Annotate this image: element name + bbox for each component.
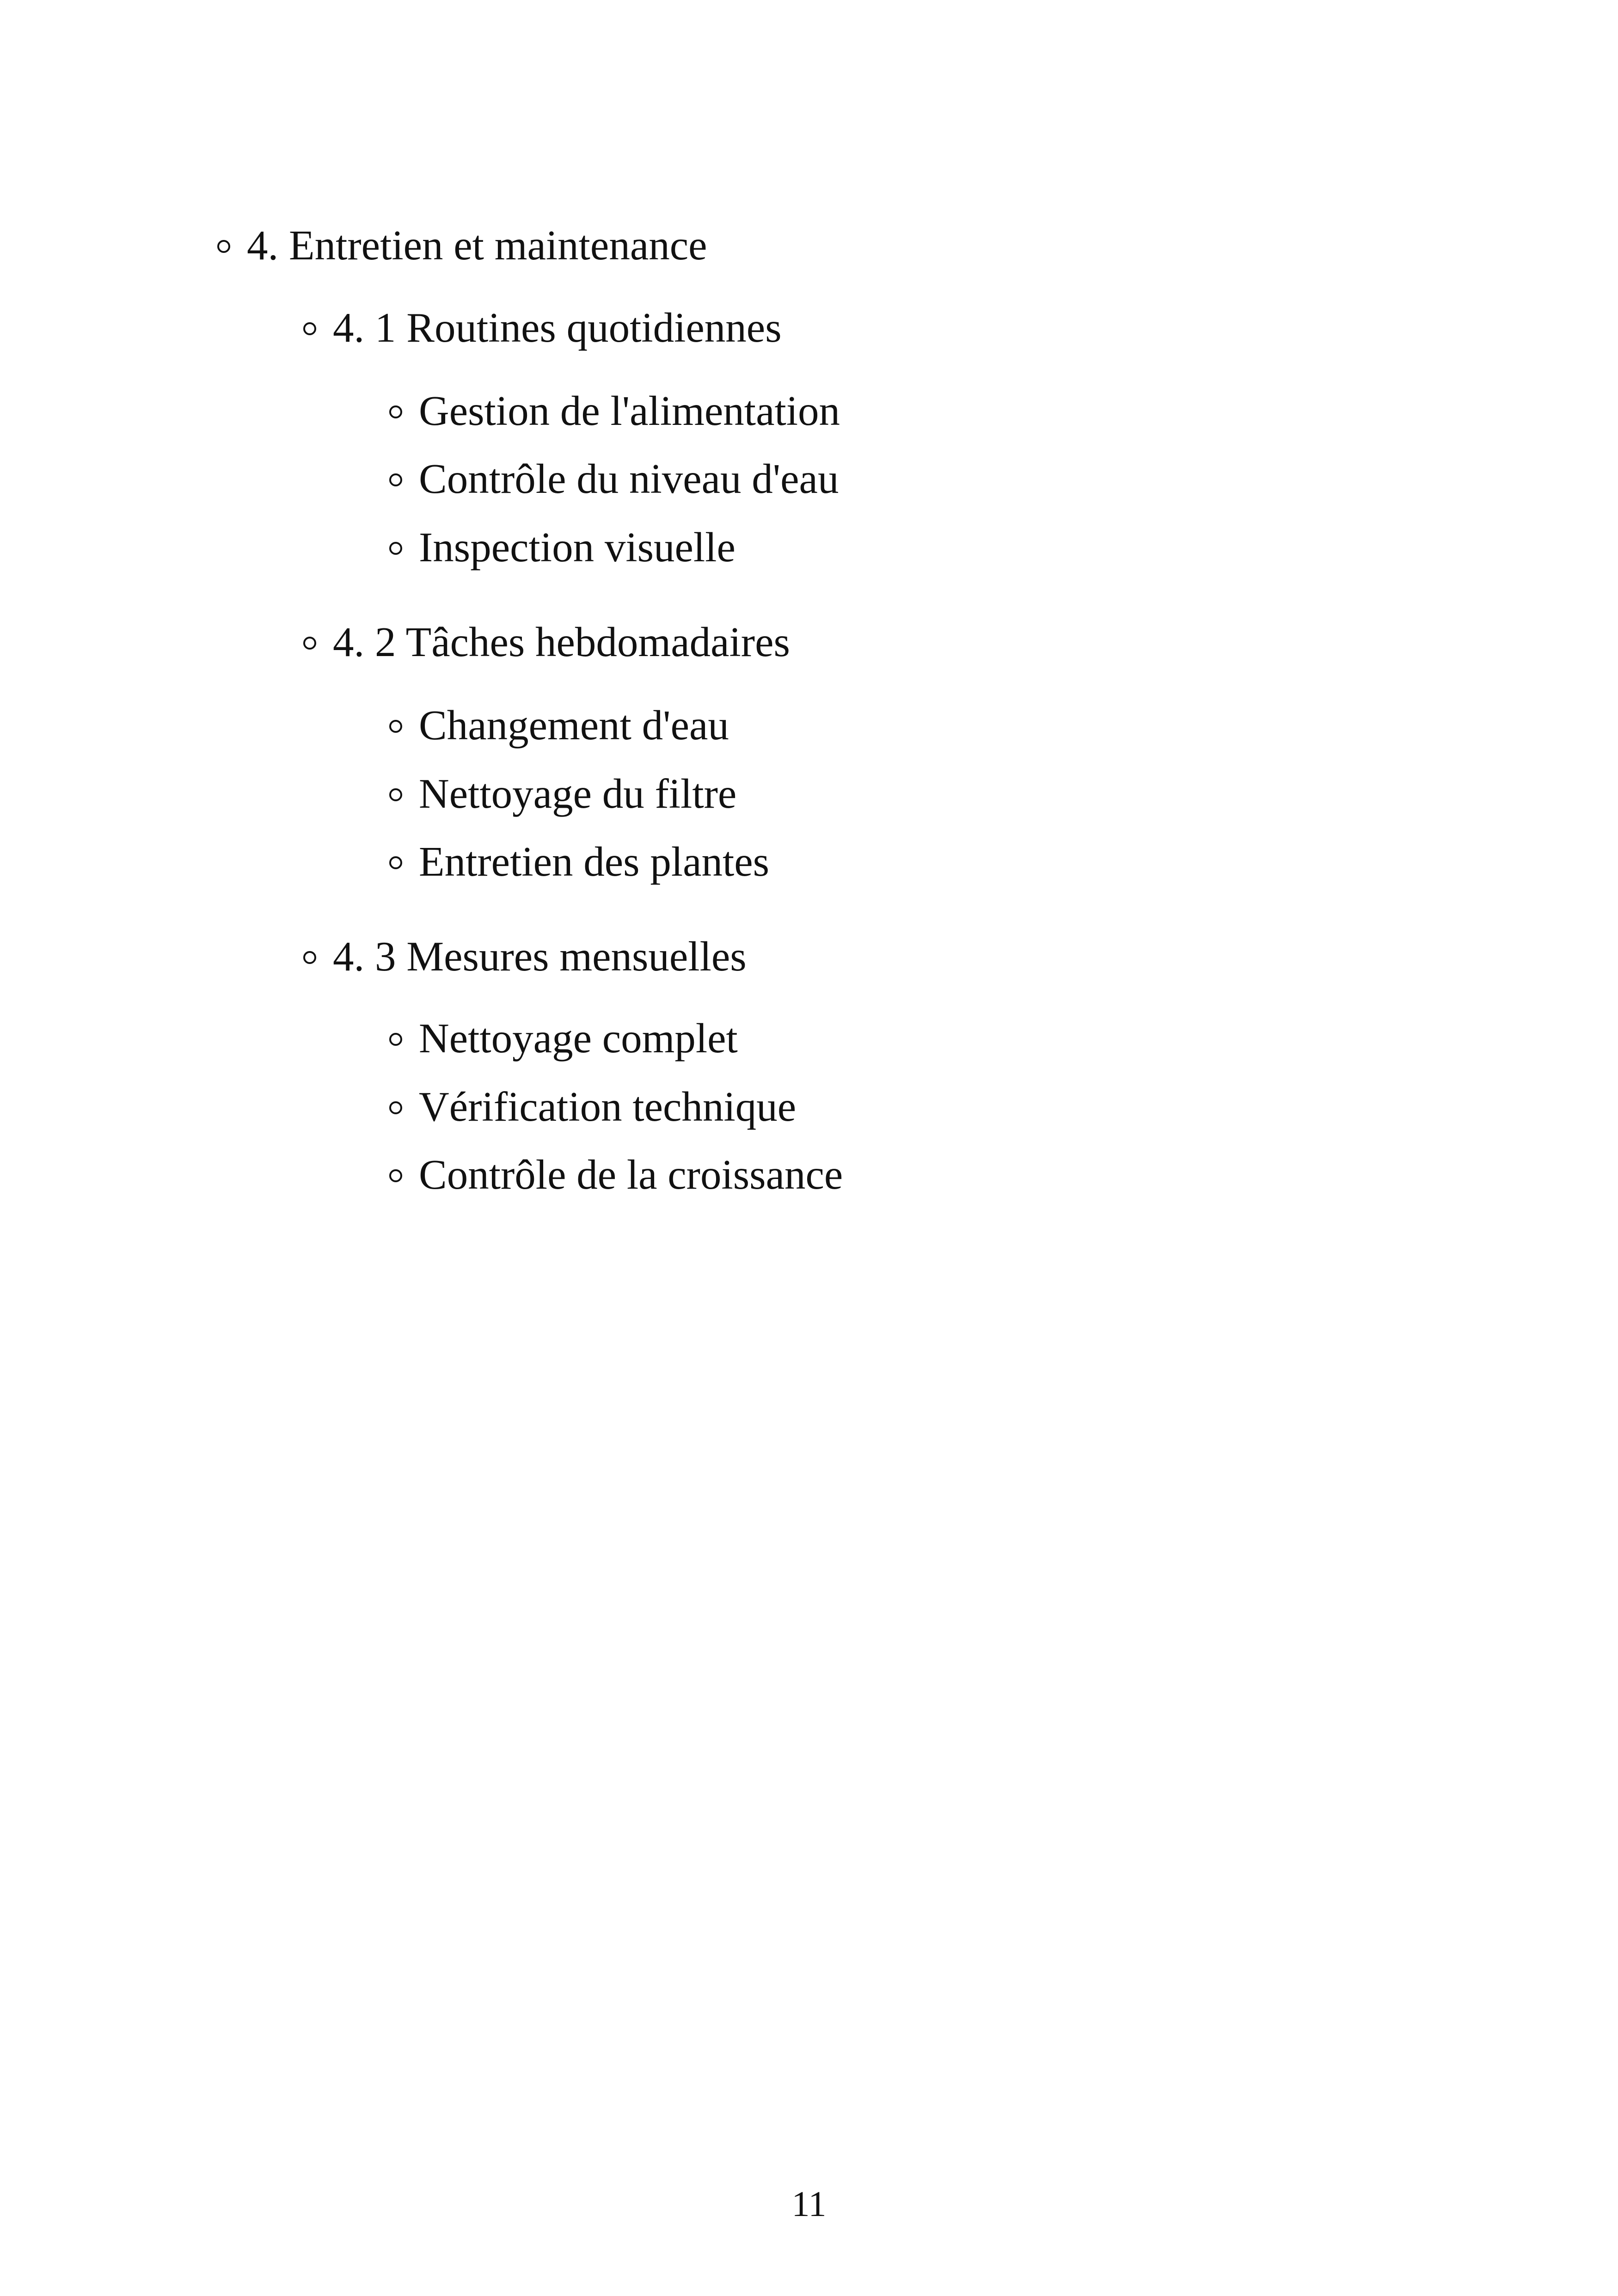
- item-label: Vérification technique: [419, 1083, 797, 1130]
- outline-item: [389, 1151, 843, 1198]
- subsection-title: 4. 2 Tâches hebdomadaires: [333, 619, 790, 665]
- subsection-title: 4. 3 Mesures mensuelles: [333, 933, 747, 980]
- outline-item: [389, 1083, 797, 1130]
- outline-item: [389, 838, 770, 885]
- hollow-bullet-icon: [389, 405, 402, 418]
- outline-item: [389, 455, 839, 502]
- hollow-bullet-icon: [389, 720, 402, 733]
- hollow-bullet-icon: [389, 1101, 402, 1114]
- hollow-bullet-icon: [389, 473, 402, 486]
- hollow-bullet-icon: [389, 542, 402, 555]
- outline-subsection: [303, 621, 790, 663]
- outline-item: [389, 770, 737, 817]
- hollow-bullet-icon: [389, 788, 402, 801]
- outline-subsection: [303, 304, 782, 351]
- hollow-bullet-icon: [389, 1169, 402, 1182]
- outline-item: [389, 702, 729, 749]
- item-label: Changement d'eau: [419, 702, 729, 749]
- subsection-title: 4. 1 Routines quotidiennes: [333, 304, 782, 351]
- section-title: 4. Entretien et maintenance: [247, 222, 707, 269]
- hollow-bullet-icon: [389, 856, 402, 869]
- outline-item: [389, 387, 840, 434]
- hollow-bullet-icon: [389, 1033, 402, 1046]
- hollow-bullet-icon: [303, 951, 316, 964]
- page-number: 11: [791, 2184, 827, 2224]
- item-label: Entretien des plantes: [419, 838, 770, 885]
- hollow-bullet-icon: [303, 322, 316, 335]
- item-label: Contrôle du niveau d'eau: [419, 455, 839, 502]
- item-label: Nettoyage du filtre: [419, 770, 737, 817]
- outline-item: [389, 524, 735, 571]
- item-label: Contrôle de la croissance: [419, 1151, 843, 1198]
- outline-subsection: [303, 933, 747, 980]
- item-label: Nettoyage complet: [419, 1015, 738, 1062]
- outline-section: [217, 222, 707, 269]
- hollow-bullet-icon: [217, 240, 230, 253]
- item-label: Gestion de l'alimentation: [419, 387, 840, 434]
- item-label: Inspection visuelle: [419, 524, 735, 571]
- hollow-bullet-icon: [303, 637, 316, 650]
- outline-item: [389, 1015, 738, 1062]
